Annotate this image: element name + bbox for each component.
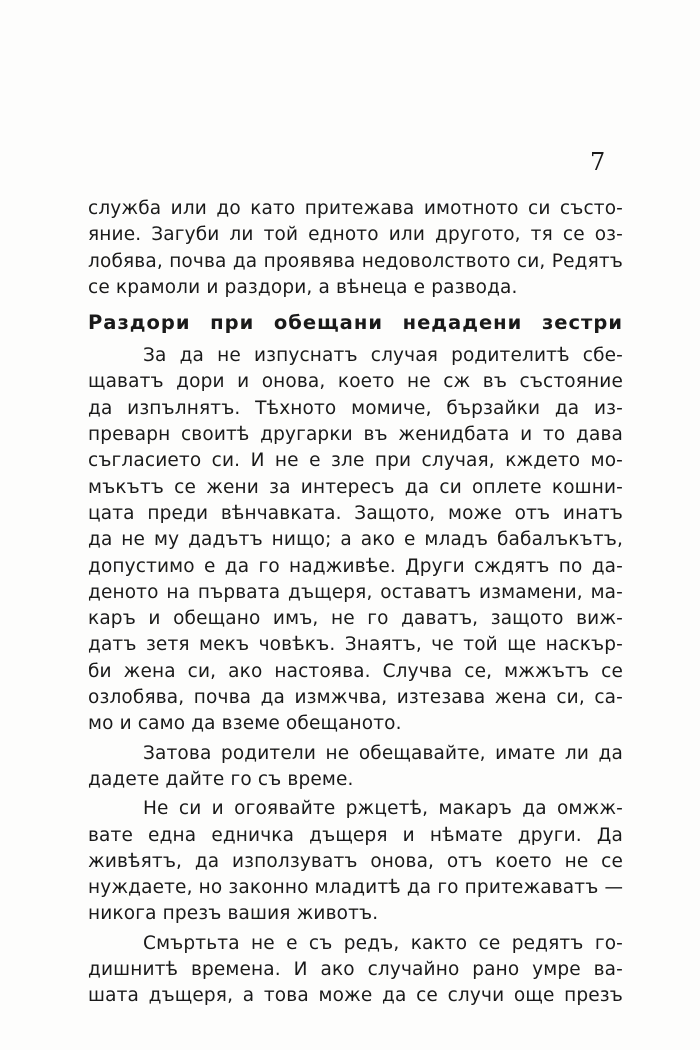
text-line: датъ зетя мекъ човѣкъ. Знаятъ, че той ще наскър- xyxy=(88,634,623,656)
text-line: Смъртьта не е съ редъ, както се редятъ го- xyxy=(143,932,623,954)
text-line: лобява, почва да проявява недоволството си, Редятъ xyxy=(88,250,623,272)
text-line: дадете дайте го съ време. xyxy=(88,768,354,790)
text-line: дишнитѣ времена. И ако случайно рано умре ва- xyxy=(88,959,623,981)
text-line: озлобява, почва да измжчва, изтезава жена си, са- xyxy=(88,687,623,709)
text-line: съгласието си. И не е зле при случая, кждето мо- xyxy=(88,450,623,472)
text-line: мъкътъ се жени за интересъ да си оплете кошни- xyxy=(88,476,623,498)
text-line: цата преди вѣнчавката. Защото, може отъ инатъ xyxy=(88,502,623,524)
text-line: щаватъ дори и онова, което не сж въ състояние xyxy=(88,371,623,393)
text-line: Не си и огоявайте ржцетѣ, макаръ да омжж- xyxy=(143,798,623,820)
text-line: Затова родители не обещавайте, имате ли да xyxy=(143,742,623,764)
text-line: допустимо е да го надживѣе. Други сждятъ по да- xyxy=(88,555,623,577)
page-text xyxy=(88,196,623,1010)
text-line: никога презъ вашия животъ. xyxy=(88,903,379,925)
text-line: да изпълнятъ. Тѣхното момиче, бързайки да из- xyxy=(88,397,623,419)
paragraph xyxy=(88,931,623,1010)
section-heading: Раздори при обещани недадени зестри xyxy=(88,311,623,335)
text-line: каръ и обещано имъ, не го даватъ, защото виж- xyxy=(88,608,623,630)
text-line: вате една едничка дъщеря и нѣмате други. Да xyxy=(88,824,623,846)
page-number: 7 xyxy=(590,148,606,176)
text-line: би жена си, ако настоява. Случва се, мжжътъ се xyxy=(88,660,623,682)
paragraph-continuation xyxy=(88,196,623,301)
text-line: преварн своитѣ другарки въ женидбата и то дава xyxy=(88,424,623,446)
paragraph xyxy=(88,343,623,737)
text-line: яние. Загуби ли той едното или другото, тя се оз- xyxy=(88,224,623,246)
text-line: мо и само да вземе обещаното. xyxy=(88,713,402,735)
text-line: да не му дадътъ нищо; а ако е младъ бабалъкътъ, xyxy=(88,529,623,551)
paragraph xyxy=(88,796,623,927)
text-line: нуждаете, но законно младитѣ да го притежаватъ — xyxy=(88,877,623,899)
text-line: деното на първата дъщеря, оставатъ измамени, ма- xyxy=(88,581,623,603)
paragraph xyxy=(88,741,623,794)
text-line: За да не изпуснатъ случая родителитѣ сбе- xyxy=(143,345,623,367)
text-line: се крамоли и раздори, а вѣнеца е развода. xyxy=(88,276,518,298)
text-line: шата дъщеря, а това може да се случи още презъ xyxy=(88,985,623,1007)
text-line: служба или до като притежава имотното си състо- xyxy=(88,198,623,219)
text-line: живѣятъ, да използуватъ онова, отъ което не се xyxy=(88,850,623,872)
